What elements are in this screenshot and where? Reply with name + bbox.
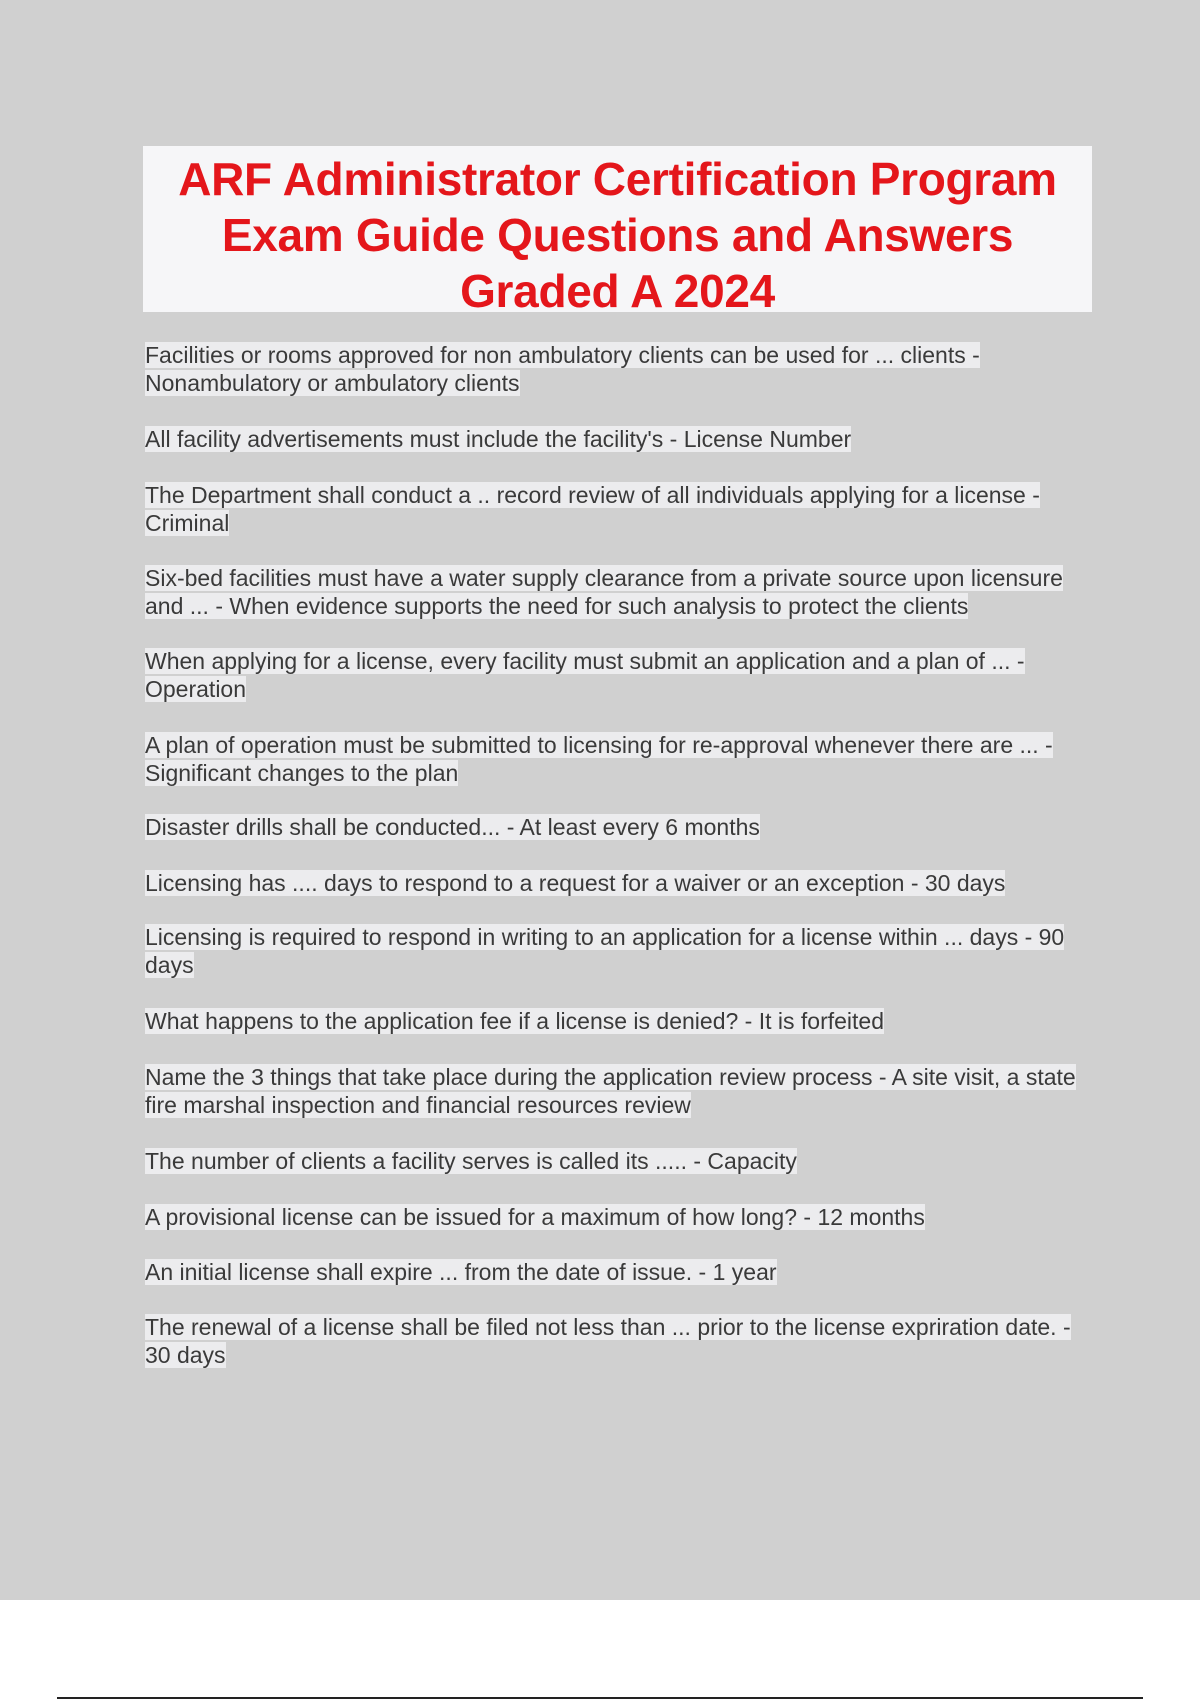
qa-item xyxy=(145,1258,1095,1286)
qa-text: What happens to the application fee if a license is denied? - It is forfeited xyxy=(145,1008,884,1034)
qa-item xyxy=(145,341,1095,397)
qa-text: Name the 3 things that take place during the application review process - A site visit, a state fire marshal inspection and financial resources review xyxy=(145,1064,1076,1118)
qa-text: Licensing is required to respond in writing to an application for a license within ... days - 90 days xyxy=(145,924,1065,978)
qa-text: All facility advertisements must include the facility's - License Number xyxy=(145,426,852,452)
qa-item xyxy=(145,1063,1095,1119)
qa-text: The renewal of a license shall be filed not less than ... prior to the license expriration date. - 30 days xyxy=(145,1314,1071,1368)
qa-text: Facilities or rooms approved for non ambulatory clients can be used for ... clients - Nonambulatory or ambulatory clients xyxy=(145,342,980,396)
qa-item xyxy=(145,731,1095,787)
qa-item xyxy=(145,1147,1095,1175)
qa-item xyxy=(145,813,1095,841)
title-line-2: Exam Guide Questions and Answers xyxy=(221,209,1014,261)
qa-item xyxy=(145,425,1095,453)
qa-text: A plan of operation must be submitted to licensing for re-approval whenever there are ... - Significant changes to the plan xyxy=(145,732,1053,786)
qa-text: The number of clients a facility serves is called its ..... - Capacity xyxy=(145,1148,797,1174)
title-line-3: Graded A 2024 xyxy=(460,265,775,317)
qa-item xyxy=(145,481,1095,537)
qa-item xyxy=(145,1203,1095,1231)
qa-item xyxy=(145,1007,1095,1035)
qa-text: When applying for a license, every facility must submit an application and a plan of ... - Operation xyxy=(145,648,1025,702)
qa-text: Six-bed facilities must have a water supply clearance from a private source upon licensure and ... - When evidence supports the need for such analysis to protect the clients xyxy=(145,565,1063,619)
qa-item xyxy=(145,647,1095,703)
qa-text: A provisional license can be issued for a maximum of how long? - 12 months xyxy=(145,1204,925,1230)
qa-text: The Department shall conduct a .. record review of all individuals applying for a license - Criminal xyxy=(145,482,1040,536)
title-line-1: ARF Administrator Certification Program xyxy=(178,153,1057,205)
qa-text: Disaster drills shall be conducted... - At least every 6 months xyxy=(145,814,760,840)
qa-text: An initial license shall expire ... from the date of issue. - 1 year xyxy=(145,1259,777,1285)
qa-list xyxy=(145,341,1095,1369)
footer-divider xyxy=(57,1697,1143,1699)
document-title xyxy=(143,146,1092,317)
qa-item xyxy=(145,1313,1095,1369)
qa-item xyxy=(145,869,1095,897)
qa-text: Licensing has .... days to respond to a request for a waiver or an exception - 30 days xyxy=(145,870,1006,896)
qa-item xyxy=(145,923,1095,979)
qa-item xyxy=(145,564,1095,620)
